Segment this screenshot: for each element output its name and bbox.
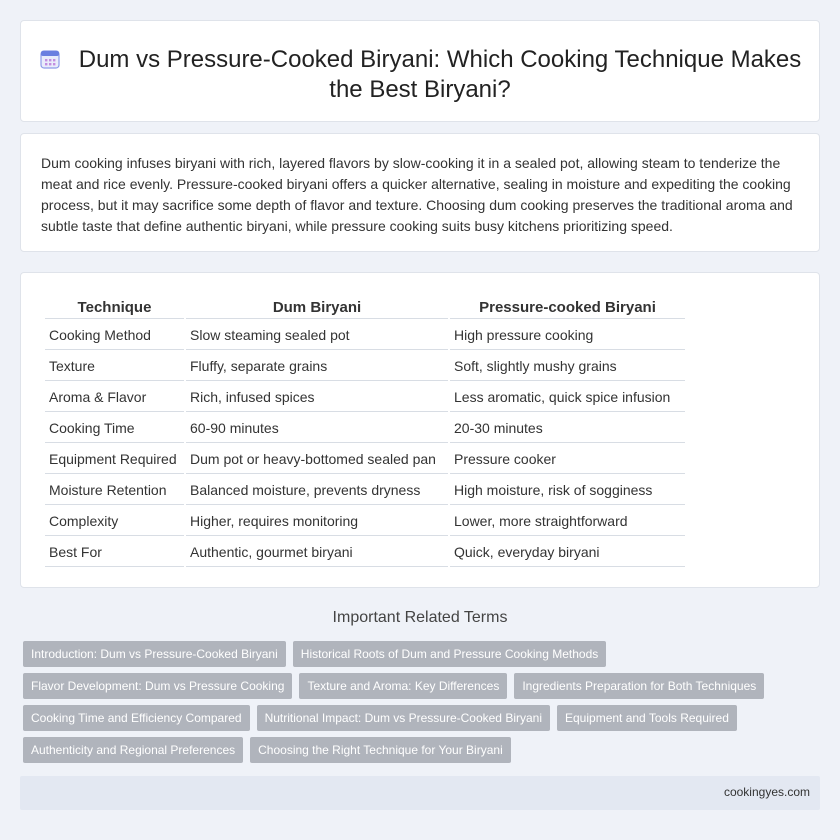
related-terms-row	[23, 705, 737, 731]
row-label-cell: Moisture Retention	[45, 476, 184, 505]
table-cell: High pressure cooking	[450, 321, 685, 350]
row-label-cell: Aroma & Flavor	[45, 383, 184, 412]
related-term-tag[interactable]: Texture and Aroma: Key Differences	[299, 673, 507, 699]
related-term-tag[interactable]: Nutritional Impact: Dum vs Pressure-Cooked Biryani	[257, 705, 550, 731]
related-terms-row	[23, 641, 606, 667]
table-cell: Pressure cooker	[450, 445, 685, 474]
table-row	[45, 476, 685, 505]
row-label-cell: Cooking Method	[45, 321, 184, 350]
column-header: Technique	[45, 297, 184, 319]
related-term-tag[interactable]: Equipment and Tools Required	[557, 705, 737, 731]
related-term-tag[interactable]: Authenticity and Regional Preferences	[23, 737, 243, 763]
row-label-cell: Complexity	[45, 507, 184, 536]
table-cell: Rich, infused spices	[186, 383, 448, 412]
table-cell: Higher, requires monitoring	[186, 507, 448, 536]
table-cell: Authentic, gourmet biryani	[186, 538, 448, 567]
page-title: Dum vs Pressure-Cooked Biryani: Which Cooking Technique Makes the Best Biryani?	[21, 45, 819, 105]
related-term-tag[interactable]: Flavor Development: Dum vs Pressure Cooking	[23, 673, 292, 699]
related-terms-row	[23, 673, 764, 699]
table-cell: 60-90 minutes	[186, 414, 448, 443]
table-row	[45, 538, 685, 567]
footer	[20, 776, 820, 810]
table-cell: Dum pot or heavy-bottomed sealed pan	[186, 445, 448, 474]
table-row	[45, 507, 685, 536]
table-cell: Slow steaming sealed pot	[186, 321, 448, 350]
row-label-cell: Best For	[45, 538, 184, 567]
intro-paragraph: Dum cooking infuses biryani with rich, layered flavors by slow-cooking it in a sealed pot, allowing steam to tenderize the meat and rice evenly. Pressure-cooked biryani offers a quicker alternative, sealing in moisture and expediting the cooking process, but it may sacrifice some depth of flavor and texture. Choosing dum cooking preserves the traditional aroma and subtle taste that define authentic biryani, while pressure cooking suits busy kitchens prioritizing speed.	[41, 155, 793, 234]
related-terms-row	[23, 737, 511, 763]
table-row	[45, 414, 685, 443]
related-term-tag[interactable]: Choosing the Right Technique for Your Biryani	[250, 737, 511, 763]
table-cell: 20-30 minutes	[450, 414, 685, 443]
table-cell: Soft, slightly mushy grains	[450, 352, 685, 381]
related-terms-heading: Important Related Terms	[332, 609, 508, 626]
table-cell: Balanced moisture, prevents dryness	[186, 476, 448, 505]
table-header-row	[45, 297, 685, 319]
table-row	[45, 383, 685, 412]
related-term-tag[interactable]: Ingredients Preparation for Both Techniques	[514, 673, 764, 699]
row-label-cell: Texture	[45, 352, 184, 381]
table-cell: High moisture, risk of sogginess	[450, 476, 685, 505]
comparison-table-card	[20, 272, 820, 588]
title-card	[20, 20, 820, 122]
column-header: Pressure-cooked Biryani	[450, 297, 685, 319]
table-cell: Less aromatic, quick spice infusion	[450, 383, 685, 412]
calendar-icon	[39, 48, 61, 70]
comparison-table	[43, 295, 687, 569]
row-label-cell: Equipment Required	[45, 445, 184, 474]
intro-card	[20, 133, 820, 252]
related-term-tag[interactable]: Introduction: Dum vs Pressure-Cooked Biryani	[23, 641, 286, 667]
table-row	[45, 352, 685, 381]
table-row	[45, 321, 685, 350]
column-header: Dum Biryani	[186, 297, 448, 319]
table-cell: Lower, more straightforward	[450, 507, 685, 536]
row-label-cell: Cooking Time	[45, 414, 184, 443]
related-term-tag[interactable]: Historical Roots of Dum and Pressure Cooking Methods	[293, 641, 606, 667]
table-cell: Fluffy, separate grains	[186, 352, 448, 381]
table-cell: Quick, everyday biryani	[450, 538, 685, 567]
table-row	[45, 445, 685, 474]
related-term-tag[interactable]: Cooking Time and Efficiency Compared	[23, 705, 250, 731]
site-name[interactable]: cookingyes.com	[723, 785, 810, 799]
